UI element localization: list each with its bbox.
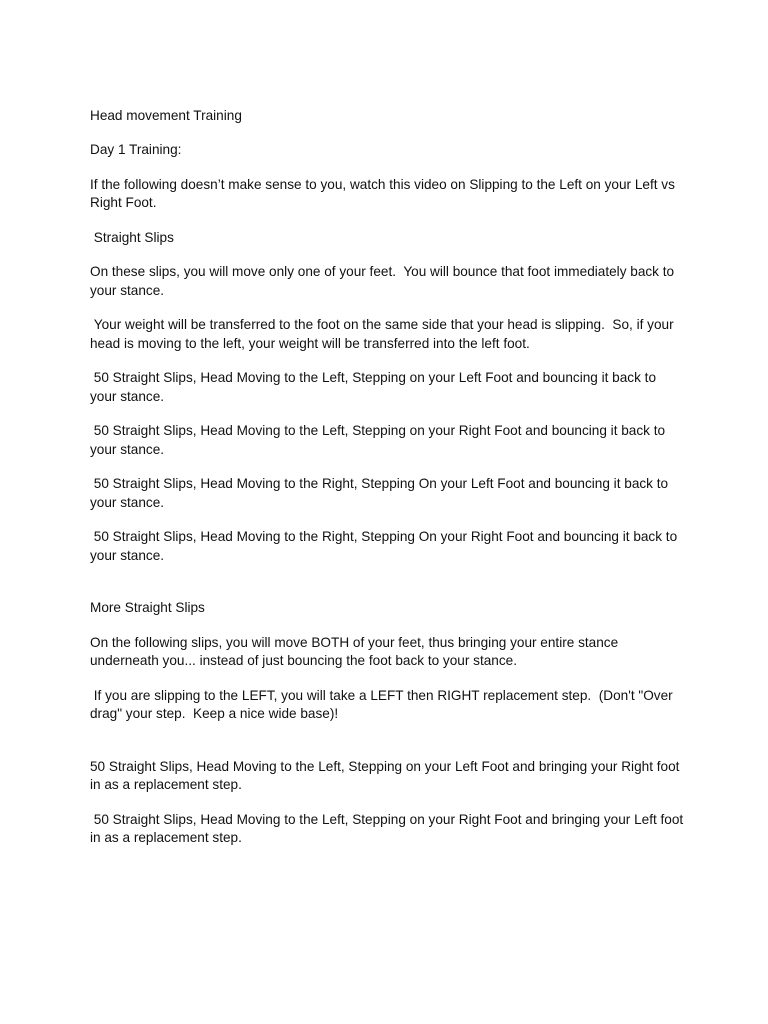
section2-paragraph-2: If you are slipping to the LEFT, you will take a LEFT then RIGHT replacement step. (Don't "Over drag" your step. Keep a nice wide base)! xyxy=(90,687,677,722)
drill-item: 50 Straight Slips, Head Moving to the Left, Stepping on your Left Foot and bringing your Right foot in as a replacement step. xyxy=(90,758,684,793)
section-heading-straight-slips: Straight Slips xyxy=(90,229,174,245)
intro-paragraph: If the following doesn’t make sense to you, watch this video on Slipping to the Left on your Left vs Right Foot. xyxy=(90,176,679,211)
day-heading: Day 1 Training: xyxy=(90,142,182,158)
drill-item: 50 Straight Slips, Head Moving to the Left, Stepping on your Right Foot and bringing your Left foot in as a replacement step. xyxy=(90,811,687,846)
document-page xyxy=(90,107,685,864)
section2-paragraph-1: On the following slips, you will move BOTH of your feet, thus bringing your entire stance underneath you... instead of just bouncing the foot back to your stance. xyxy=(90,634,622,669)
section-heading-more-straight-slips: More Straight Slips xyxy=(90,600,205,616)
document-title: Head movement Training xyxy=(90,108,242,123)
drill-item: 50 Straight Slips, Head Moving to the Right, Stepping On your Right Foot and bouncing it back to your stance. xyxy=(90,529,681,563)
drill-item: 50 Straight Slips, Head Moving to the Left, Stepping on your Left Foot and bouncing it back to your stance. xyxy=(90,370,660,404)
section1-paragraph-1: On these slips, you will move only one of your feet. You will bounce that foot immediately back to your stance. xyxy=(90,264,678,298)
drill-item: 50 Straight Slips, Head Moving to the Right, Stepping On your Left Foot and bouncing it back to your stance. xyxy=(90,476,672,510)
drill-item: 50 Straight Slips, Head Moving to the Left, Stepping on your Right Foot and bouncing it back to your stance. xyxy=(90,423,669,457)
section1-paragraph-2: Your weight will be transferred to the foot on the same side that your head is slipping. So, if your head is moving to the left, your weight will be transferred into the left foot. xyxy=(90,317,678,351)
